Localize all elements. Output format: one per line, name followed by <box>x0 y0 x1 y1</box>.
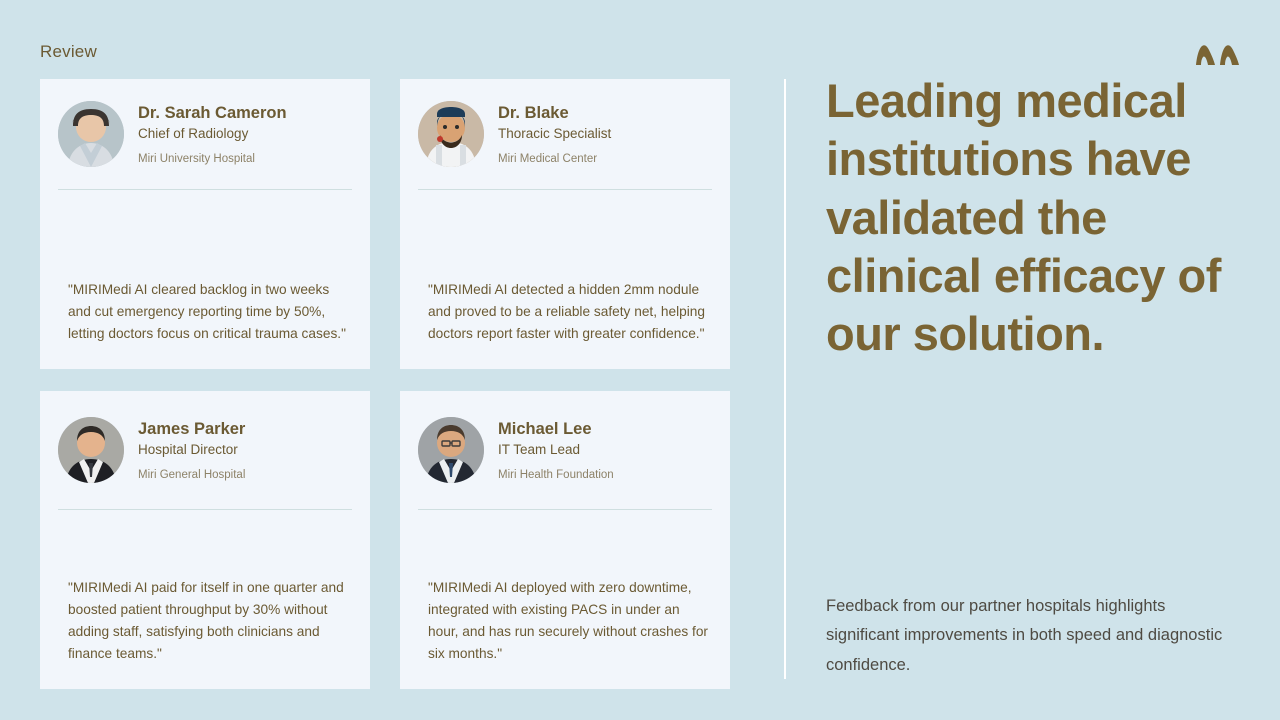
reviewer-name: Dr. Sarah Cameron <box>138 103 287 122</box>
headline: Leading medical institutions have validated the clinical efficacy of our solution. <box>826 74 1221 361</box>
card-divider <box>58 189 352 190</box>
card-divider <box>418 509 712 510</box>
reviewer-org: Miri Medical Center <box>498 153 598 166</box>
review-card[interactable] <box>40 391 370 689</box>
avatar <box>418 417 484 483</box>
reviewer-name: Dr. Blake <box>498 103 569 122</box>
review-card-header <box>400 79 730 167</box>
reviewer-role: Hospital Director <box>138 442 238 458</box>
review-quote: "MIRIMedi AI detected a hidden 2mm nodule and proved to be a reliable safety net, helping doctors report faster with greater confidence." <box>428 282 705 342</box>
reviewer-name: James Parker <box>138 419 246 438</box>
reviewer-identity <box>498 103 611 166</box>
reviewer-identity <box>498 419 614 482</box>
review-quote: "MIRIMedi AI paid for itself in one quarter and boosted patient throughput by 30% without adding staff, satisfying both clinicians and finance teams." <box>68 580 344 662</box>
subtext: Feedback from our partner hospitals highlights significant improvements in both speed and diagnostic confidence. <box>826 597 1223 674</box>
reviewer-org: Miri Health Foundation <box>498 469 614 482</box>
reviewer-name: Michael Lee <box>498 419 592 438</box>
review-card[interactable] <box>400 391 730 689</box>
reviewer-identity <box>138 103 287 166</box>
review-card-header <box>40 79 370 167</box>
miri-logo <box>1194 38 1240 68</box>
review-card-header <box>400 391 730 483</box>
avatar <box>418 101 484 167</box>
review-card[interactable] <box>400 79 730 369</box>
section-label: Review <box>40 42 97 61</box>
card-divider <box>418 189 712 190</box>
review-quote: "MIRIMedi AI deployed with zero downtime, integrated with existing PACS in under an hour, and has run securely without crashes for six months." <box>428 580 708 662</box>
review-card-header <box>40 391 370 483</box>
reviewer-org: Miri General Hospital <box>138 469 246 482</box>
card-divider <box>58 509 352 510</box>
review-card-grid <box>40 79 730 689</box>
review-card[interactable] <box>40 79 370 369</box>
avatar <box>58 101 124 167</box>
reviewer-role: Chief of Radiology <box>138 126 249 142</box>
review-quote: "MIRIMedi AI cleared backlog in two weeks and cut emergency reporting time by 50%, letting doctors focus on critical trauma cases." <box>68 282 346 342</box>
reviewer-org: Miri University Hospital <box>138 153 255 166</box>
vertical-divider <box>784 79 786 679</box>
reviewer-role: Thoracic Specialist <box>498 126 612 142</box>
avatar <box>58 417 124 483</box>
reviewer-identity <box>138 419 245 482</box>
reviewer-role: IT Team Lead <box>498 442 581 458</box>
